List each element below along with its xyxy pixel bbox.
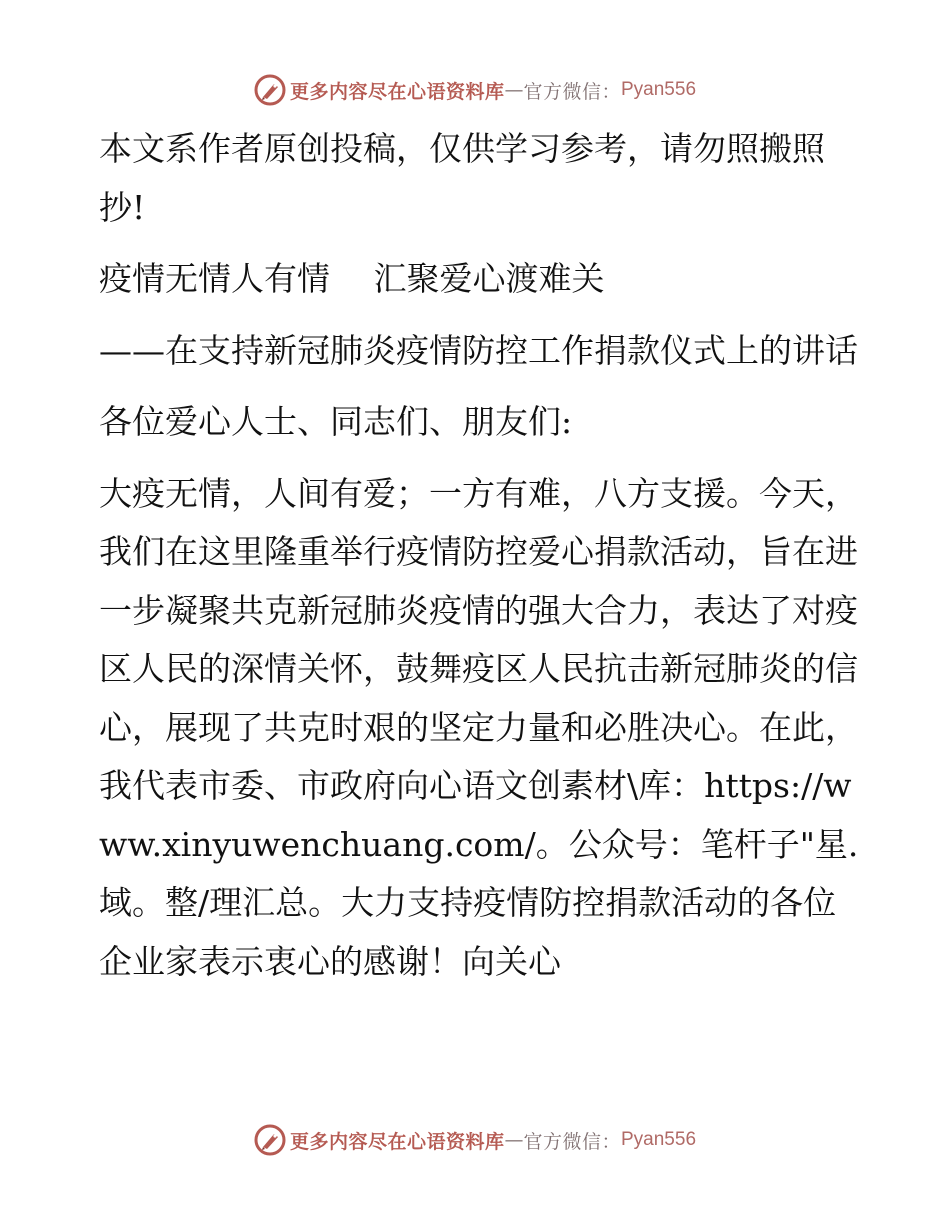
body-paragraph: 大疫无情，人间有爱；一方有难，八方支援。今天，我们在这里隆重举行疫情防控爱心捐款活动，旨在进一步凝聚共克新冠肺炎疫情的强大合力，表达了对疫区人民的深情关怀，鼓舞疫区人民抗击新冠肺炎的信心，展现了共克时艰的坚定力量和必胜决心。在此，我代表市委、市政府向心语文创素材\库：https://www.xinyuwenchuang.com/。公众号：笔杆子"星.域。整/理汇总。大力支持疫情防控捐款活动的各位企业家表示衷心的感谢！向关心 bbox=[99, 473, 859, 981]
salutation: 各位爱心人士、同志们、朋友们: bbox=[99, 402, 573, 441]
copyright-notice: 本文系作者原创投稿，仅供学习参考，请勿照搬照抄! bbox=[99, 129, 825, 227]
banner-wechat-id: Pyan556 bbox=[621, 1129, 697, 1150]
document-title: 疫情无情人有情 汇聚爱心渡难关 bbox=[99, 259, 605, 298]
header-banner bbox=[0, 70, 950, 110]
banner-wechat-label: 官方微信： bbox=[523, 1130, 621, 1153]
banner-separator: — bbox=[504, 1129, 524, 1151]
banner-brand-text: 更多内容尽在心语资料库 bbox=[289, 80, 505, 103]
pen-logo-icon bbox=[254, 74, 286, 106]
banner-separator: — bbox=[504, 79, 524, 101]
document-subtitle: ——在支持新冠肺炎疫情防控工作捐款仪式上的讲话 bbox=[99, 330, 858, 370]
banner-wechat-id: Pyan556 bbox=[621, 79, 697, 100]
footer-banner bbox=[0, 1120, 950, 1160]
banner-brand-text: 更多内容尽在心语资料库 bbox=[289, 1130, 505, 1153]
document-body bbox=[99, 120, 859, 991]
pen-logo-icon bbox=[254, 1124, 286, 1156]
banner-wechat-label: 官方微信： bbox=[523, 80, 621, 103]
